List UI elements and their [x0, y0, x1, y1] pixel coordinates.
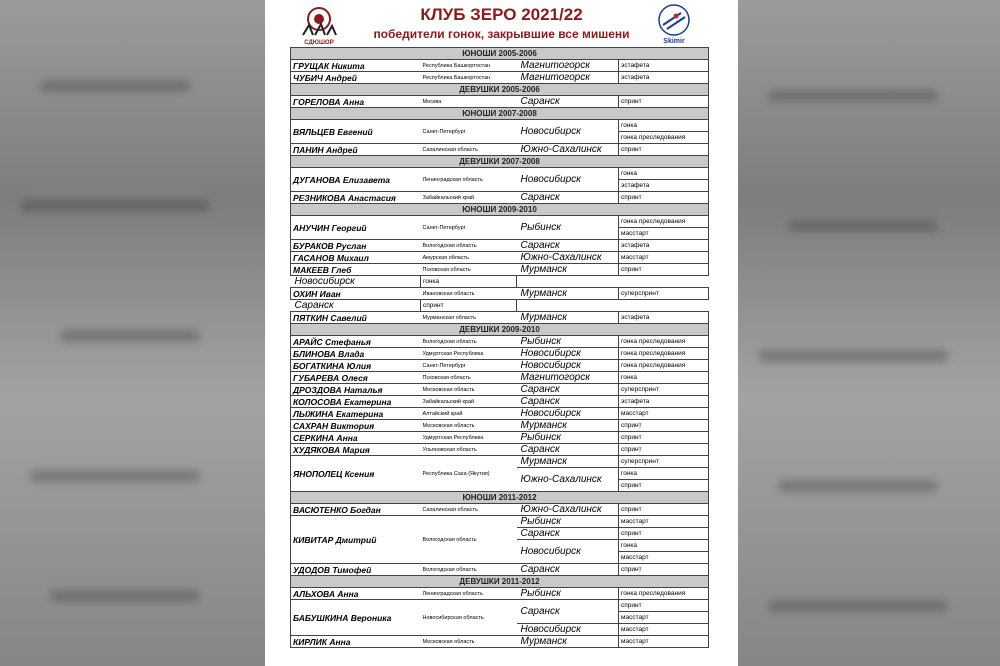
table-row: [291, 192, 709, 204]
race-type: гонка: [619, 372, 709, 384]
race-city: Новосибирск: [517, 120, 619, 144]
athlete-name: КОЛОСОВА Екатерина: [291, 396, 421, 408]
race-type: суперспринт: [619, 288, 709, 300]
race-city: Новосибирск: [517, 168, 619, 192]
race-type: эстафета: [619, 240, 709, 252]
race-type: спринт: [619, 96, 709, 108]
race-type: спринт: [619, 600, 709, 612]
race-type: спринт: [619, 144, 709, 156]
background-right: [738, 0, 1000, 666]
athlete-name: ОХИН Иван: [291, 288, 421, 300]
race-city: Новосибирск: [517, 360, 619, 372]
athlete-name: ПЯТКИН Савелий: [291, 312, 421, 324]
race-city: Рыбинск: [517, 216, 619, 240]
athlete-region: Московская область: [421, 420, 517, 432]
athlete-name: БЛИНОВА Влада: [291, 348, 421, 360]
athlete-region: Санкт-Петербург: [421, 360, 517, 372]
table-row: [291, 168, 709, 180]
document-header: [265, 0, 738, 46]
race-type: гонка преследования: [619, 216, 709, 228]
race-city: Саранск: [291, 300, 421, 312]
table-row: [291, 564, 709, 576]
table-row: [291, 240, 709, 252]
table-row: [291, 276, 709, 288]
race-city: Южно-Сахалинск: [517, 144, 619, 156]
athlete-name: ЛЫЖИНА Екатерина: [291, 408, 421, 420]
table-row: [291, 456, 709, 468]
table-row: [291, 360, 709, 372]
race-type: масстарт: [619, 552, 709, 564]
race-city: Новосибирск: [517, 540, 619, 564]
race-city: Южно-Сахалинск: [517, 252, 619, 264]
cup-logo: [651, 3, 697, 45]
race-type: гонка: [421, 276, 517, 288]
race-city: Саранск: [517, 384, 619, 396]
cup-emblem-icon: [651, 3, 697, 37]
athlete-region: Республика Башкортостан: [421, 72, 517, 84]
table-row: [291, 420, 709, 432]
athlete-region: Республика Башкортостан: [421, 60, 517, 72]
table-row: [291, 96, 709, 108]
race-city: Саранск: [517, 240, 619, 252]
section-header-row: [291, 108, 709, 120]
race-type: гонка: [619, 540, 709, 552]
athlete-name: ВАСЮТЕНКО Богдан: [291, 504, 421, 516]
athlete-name: АЛЬХОВА Анна: [291, 588, 421, 600]
race-type: гонка преследования: [619, 348, 709, 360]
race-city: Мурманск: [517, 420, 619, 432]
section-header-row: [291, 204, 709, 216]
athlete-region: Ивановская область: [421, 288, 517, 300]
race-type: гонка: [619, 120, 709, 132]
race-city: Южно-Сахалинск: [517, 504, 619, 516]
race-type: гонка преследования: [619, 132, 709, 144]
athlete-name: УДОДОВ Тимофей: [291, 564, 421, 576]
race-type: масстарт: [619, 612, 709, 624]
race-city: Южно-Сахалинск: [517, 468, 619, 492]
race-city: Саранск: [517, 192, 619, 204]
table-row: [291, 312, 709, 324]
table-row: [291, 516, 709, 528]
race-city: Саранск: [517, 528, 619, 540]
section-header: ЮНОШИ 2007-2008: [291, 108, 709, 120]
athlete-region: Забайкальский край: [421, 192, 517, 204]
section-header-row: [291, 576, 709, 588]
athlete-region: Вологодская область: [421, 240, 517, 252]
race-type: спринт: [619, 420, 709, 432]
athlete-region: Ленинградская область: [421, 588, 517, 600]
background-left: [0, 0, 265, 666]
table-row: [291, 588, 709, 600]
athlete-region: Московская область: [421, 636, 517, 648]
athlete-name: ГАСАНОВ Михаил: [291, 252, 421, 264]
athlete-name: КИРЛИК Анна: [291, 636, 421, 648]
athlete-region: Республика Саха (Якутия): [421, 456, 517, 492]
athlete-name: БУРАКОВ Руслан: [291, 240, 421, 252]
section-header: ЮНОШИ 2009-2010: [291, 204, 709, 216]
race-type: гонка преследования: [619, 588, 709, 600]
race-type: гонка преследования: [619, 360, 709, 372]
table-row: [291, 264, 709, 276]
sport-school-logo-text: СДЮШОР: [304, 40, 334, 45]
athlete-name: ГОРЕЛОВА Анна: [291, 96, 421, 108]
section-header: ДЕВУШКИ 2005-2006: [291, 84, 709, 96]
race-type: гонка преследования: [619, 336, 709, 348]
race-city: Саранск: [517, 96, 619, 108]
table-row: [291, 432, 709, 444]
race-type: масстарт: [619, 516, 709, 528]
race-city: Мурманск: [517, 264, 619, 276]
race-type: спринт: [619, 504, 709, 516]
athlete-name: БАБУШКИНА Вероника: [291, 600, 421, 636]
table-row: [291, 288, 709, 300]
athlete-region: Псковская область: [421, 372, 517, 384]
athlete-name: ВЯЛЬЦЕВ Евгений: [291, 120, 421, 144]
race-type: спринт: [619, 192, 709, 204]
athlete-region: Сахалинская область: [421, 504, 517, 516]
race-type: эстафета: [619, 180, 709, 192]
race-type: спринт: [619, 528, 709, 540]
section-header: ДЕВУШКИ 2009-2010: [291, 324, 709, 336]
race-type: масстарт: [619, 636, 709, 648]
table-row: [291, 216, 709, 228]
race-city: Рыбинск: [517, 336, 619, 348]
section-header: ДЕВУШКИ 2011-2012: [291, 576, 709, 588]
athlete-region: Вологодская область: [421, 564, 517, 576]
race-type: гонка: [619, 468, 709, 480]
race-type: масстарт: [619, 228, 709, 240]
race-city: Саранск: [517, 444, 619, 456]
table-row: [291, 636, 709, 648]
athlete-region: Псковская область: [421, 264, 517, 276]
section-header: ЮНОШИ 2011-2012: [291, 492, 709, 504]
section-header: ЮНОШИ 2005-2006: [291, 48, 709, 60]
race-city: Рыбинск: [517, 432, 619, 444]
table-row: [291, 384, 709, 396]
section-header-row: [291, 84, 709, 96]
race-type: эстафета: [619, 72, 709, 84]
athlete-name: БОГАТКИНА Юлия: [291, 360, 421, 372]
race-type: спринт: [421, 300, 517, 312]
athlete-region: Московская область: [421, 384, 517, 396]
document-page: [265, 0, 738, 666]
table-row: [291, 120, 709, 132]
race-type: спринт: [619, 444, 709, 456]
athlete-name: КИВИТАР Дмитрий: [291, 516, 421, 564]
race-city: Рыбинск: [517, 516, 619, 528]
race-city: Мурманск: [517, 636, 619, 648]
athlete-region: Новосибирская область: [421, 600, 517, 636]
table-row: [291, 300, 709, 312]
athlete-name: ГУБАРЕВА Олеся: [291, 372, 421, 384]
athlete-name: АНУЧИН Георгий: [291, 216, 421, 240]
race-type: масстарт: [619, 252, 709, 264]
table-row: [291, 336, 709, 348]
section-header-row: [291, 156, 709, 168]
table-row: [291, 504, 709, 516]
table-row: [291, 372, 709, 384]
race-type: эстафета: [619, 60, 709, 72]
athlete-name: ЯНОПОЛЕЦ Ксения: [291, 456, 421, 492]
race-type: спринт: [619, 480, 709, 492]
race-city: Саранск: [517, 564, 619, 576]
table-row: [291, 252, 709, 264]
table-row: [291, 408, 709, 420]
athlete-region: Забайкальский край: [421, 396, 517, 408]
race-type: эстафета: [619, 396, 709, 408]
race-type: суперспринт: [619, 384, 709, 396]
race-city: Мурманск: [517, 456, 619, 468]
race-city: Мурманск: [517, 288, 619, 300]
athlete-region: Москва: [421, 96, 517, 108]
race-city: Новосибирск: [517, 408, 619, 420]
athlete-name: САХРАН Виктория: [291, 420, 421, 432]
race-city: Магнитогорск: [517, 72, 619, 84]
table-row: [291, 600, 709, 612]
table-row: [291, 144, 709, 156]
race-city: Мурманск: [517, 312, 619, 324]
race-type: спринт: [619, 432, 709, 444]
athlete-region: Ульяновская область: [421, 444, 517, 456]
race-type: суперспринт: [619, 456, 709, 468]
athlete-region: Ленинградская область: [421, 168, 517, 192]
athlete-region: Мурманская область: [421, 312, 517, 324]
cup-logo-brand: Skimir: [663, 38, 685, 45]
section-header-row: [291, 324, 709, 336]
race-city: Новосибирск: [291, 276, 421, 288]
race-city: Новосибирск: [517, 624, 619, 636]
athlete-region: Удмуртская Республика: [421, 348, 517, 360]
athlete-name: ДРОЗДОВА Наталья: [291, 384, 421, 396]
race-type: эстафета: [619, 312, 709, 324]
athlete-region: Вологодская область: [421, 336, 517, 348]
race-city: Новосибирск: [517, 348, 619, 360]
race-type: гонка: [619, 168, 709, 180]
section-header-row: [291, 492, 709, 504]
athlete-region: Удмуртская Республика: [421, 432, 517, 444]
table-row: [291, 72, 709, 84]
race-type: масстарт: [619, 408, 709, 420]
winners-table: [290, 47, 709, 648]
athlete-region: Санкт-Петербург: [421, 120, 517, 144]
athlete-name: СЕРКИНА Анна: [291, 432, 421, 444]
race-city: Саранск: [517, 600, 619, 624]
section-header: ДЕВУШКИ 2007-2008: [291, 156, 709, 168]
race-city: Магнитогорск: [517, 372, 619, 384]
race-type: масстарт: [619, 624, 709, 636]
athlete-name: МАКЕЕВ Глеб: [291, 264, 421, 276]
athlete-name: ЧУБИЧ Андрей: [291, 72, 421, 84]
race-city: Саранск: [517, 396, 619, 408]
athlete-region: Санкт-Петербург: [421, 216, 517, 240]
race-city: Магнитогорск: [517, 60, 619, 72]
athlete-region: Амурская область: [421, 252, 517, 264]
table-row: [291, 348, 709, 360]
athlete-name: АРАЙС Стефанья: [291, 336, 421, 348]
page-subtitle: победители гонок, закрывшие все мишени: [373, 27, 630, 41]
section-header-row: [291, 48, 709, 60]
athlete-name: ПАНИН Андрей: [291, 144, 421, 156]
athlete-name: ДУГАНОВА Елизавета: [291, 168, 421, 192]
athlete-name: РЕЗНИКОВА Анастасия: [291, 192, 421, 204]
table-row: [291, 396, 709, 408]
page-title: КЛУБ ЗЕРО 2021/22: [420, 5, 583, 24]
athlete-region: Алтайский край: [421, 408, 517, 420]
race-city: Рыбинск: [517, 588, 619, 600]
race-type: спринт: [619, 264, 709, 276]
race-type: спринт: [619, 564, 709, 576]
athlete-name: ГРУЩАК Никита: [291, 60, 421, 72]
athlete-name: ХУДЯКОВА Мария: [291, 444, 421, 456]
athlete-region: Сахалинская область: [421, 144, 517, 156]
table-row: [291, 60, 709, 72]
athlete-region: Вологодская область: [421, 516, 517, 564]
table-row: [291, 444, 709, 456]
